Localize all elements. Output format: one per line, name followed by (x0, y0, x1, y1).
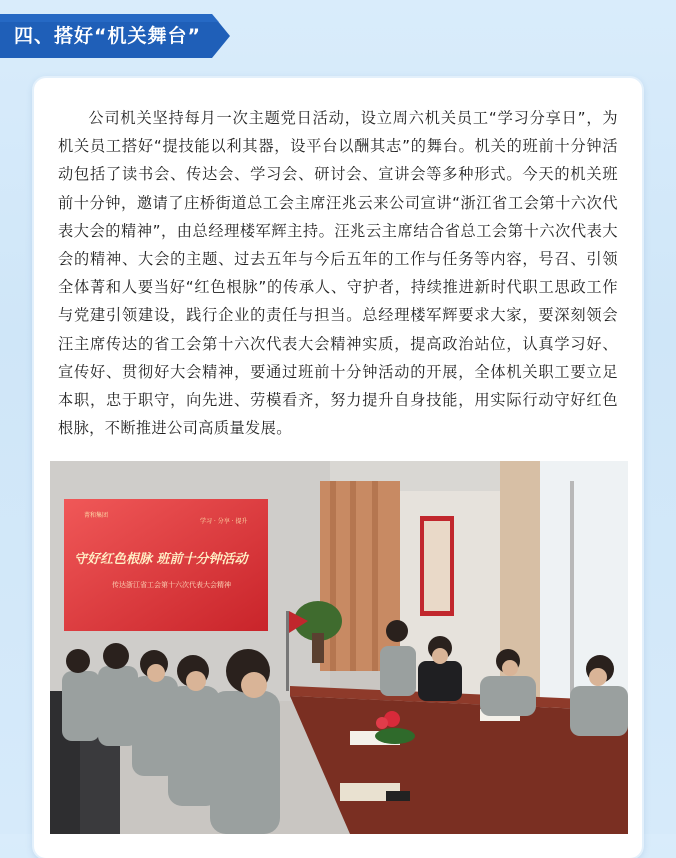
screen-logo: 菁和集团 (84, 512, 109, 519)
article-paragraph: 公司机关坚持每月一次主题党日活动，设立周六机关员工“学习分享日”，为机关员工搭好“提技能以利其器，设平台以酬其志”的舞台。机关的班前十分钟活动包括了读书会、传达会、学习会、研讨会、宣讲会等多种形式。今天的机关班前十分钟，邀请了庄桥街道总工会主席汪兆云来公司宣讲“浙江省工会第十六次代表大会的精神”，由总经理楼军辉主持。汪兆云主席结合省总工会第十六次代表大会的精神、大会的主题、过去五年与今后五年的工作与任务等内容，号召、引领全体菁和人要当好“红色根脉”的传承人、守护者，持续推进新时代职工思政工作与党建引领建设，践行企业的责任与担当。总经理楼军辉要求大家，要深刻领会汪主席传达的省工会第十六次代表大会精神实质，提高政治站位，认真学习好、宣传好、贯彻好大会精神，要通过班前十分钟活动的开展，全体机关职工要立足本职，忠于职守，向先进、劳模看齐，努力提升自身技能，用实际行动守好红色根脉，不断推进公司高质量发展。 (58, 109, 618, 438)
screen-subtitle: 传达浙江省工会第十六次代表大会精神 (112, 581, 231, 589)
section-banner (0, 14, 232, 58)
presentation-screen (64, 499, 268, 631)
screen-title: 守好红色根脉 班前十分钟活动 (74, 552, 248, 567)
screen-tags: 学习 · 分享 · 提升 (200, 518, 248, 525)
section-title: 四、搭好“机关舞台” (14, 25, 201, 47)
meeting-photo (50, 461, 628, 834)
